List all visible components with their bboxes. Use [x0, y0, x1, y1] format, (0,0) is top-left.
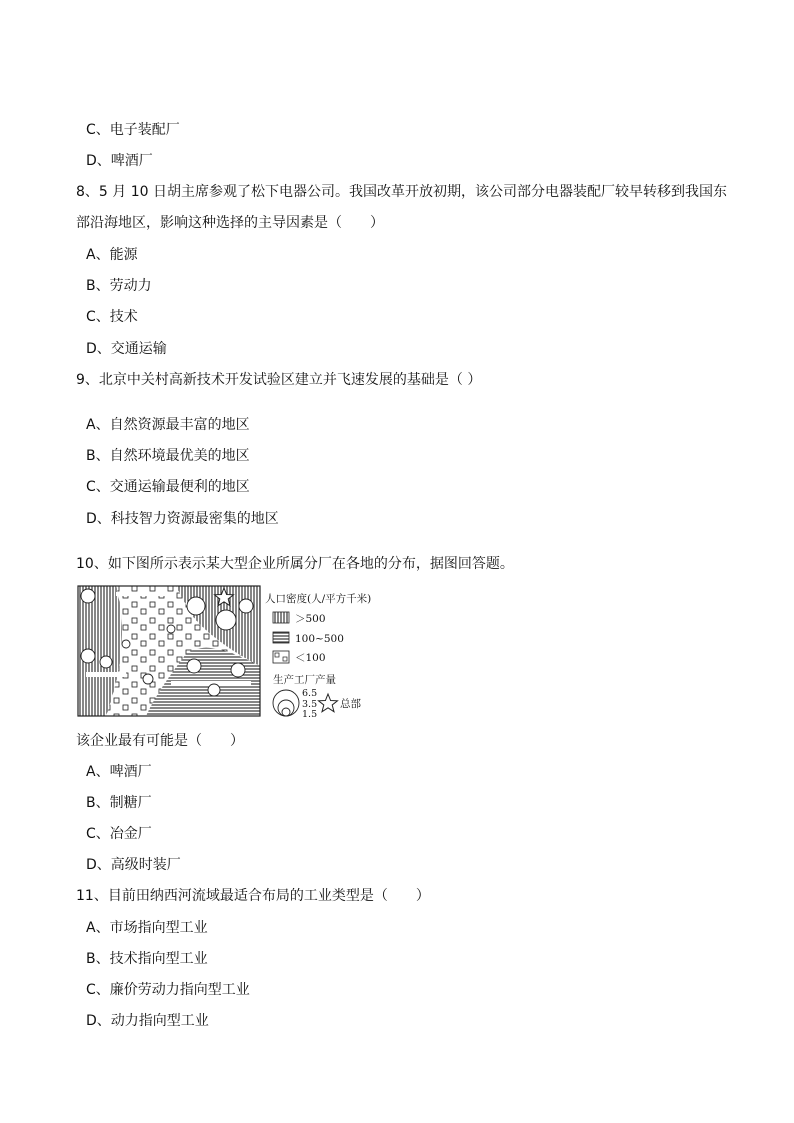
factory-circle — [81, 649, 95, 663]
legend-output-value-small: 1.5 — [302, 709, 318, 720]
legend-headquarters-label: 总部 — [340, 698, 361, 710]
q11-option-a: A、市场指向型工业 — [86, 920, 208, 936]
q10-option-a: A、啤酒厂 — [86, 764, 152, 780]
legend-low-density-label: ＜100 — [295, 652, 326, 664]
population-density-map-figure — [76, 584, 376, 722]
legend-medium-density-label: 100~500 — [295, 633, 344, 645]
q9-option-a: A、自然资源最丰富的地区 — [86, 417, 250, 433]
q9-stem: 9、北京中关村高新技术开发试验区建立并飞速发展的基础是（ ） — [76, 372, 482, 388]
legend-density-title: 人口密度(人/平方千米) — [265, 593, 372, 605]
legend-medium-density-swatch — [273, 632, 289, 643]
factory-circle — [208, 684, 220, 696]
q8-option-a: A、能源 — [86, 247, 138, 263]
factory-circle — [216, 610, 236, 630]
q8-option-b: B、劳动力 — [86, 278, 152, 294]
q9-option-b: B、自然环境最优美的地区 — [86, 448, 250, 464]
factory-circle — [231, 663, 245, 677]
q11-option-b: B、技术指向型工业 — [86, 951, 208, 967]
q10-option-b: B、制糖厂 — [86, 795, 152, 811]
q11-option-d: D、动力指向型工业 — [86, 1013, 209, 1029]
map-streak — [86, 672, 126, 677]
q7-option-c: C、电子装配厂 — [86, 122, 180, 138]
factory-circle — [187, 597, 205, 615]
legend-output-circle-small — [282, 708, 290, 716]
legend-output-value-large: 6.5 — [302, 688, 318, 699]
q10-option-c: C、冶金厂 — [86, 826, 152, 842]
factory-circle — [122, 640, 130, 648]
q10-stem: 10、如下图所示表示某大型企业所属分厂在各地的分布，据图回答题。 — [76, 556, 514, 572]
q7-option-d: D、啤酒厂 — [86, 153, 153, 169]
q8-stem-line1: 8、5 月 10 日胡主席参观了松下电器公司。我国改革开放初期，该公司部分电器装配厂较早转移到我国东 — [76, 184, 727, 200]
q8-option-d: D、交通运输 — [86, 341, 167, 357]
factory-circle — [81, 589, 95, 603]
legend-output-title: 生产工厂产量 — [273, 674, 336, 686]
q10-option-d: D、高级时装厂 — [86, 857, 181, 873]
q8-option-c: C、技术 — [86, 309, 138, 325]
q9-option-c: C、交通运输最便利的地区 — [86, 479, 250, 495]
q9-option-d: D、科技智力资源最密集的地区 — [86, 511, 279, 527]
legend-high-density-swatch — [273, 612, 289, 623]
q10-question: 该企业最有可能是（ ） — [76, 733, 244, 749]
q11-option-c: C、廉价劳动力指向型工业 — [86, 982, 250, 998]
legend-headquarters-star-icon — [319, 694, 338, 712]
map-streak — [116, 592, 176, 596]
legend-output-value-medium: 3.5 — [302, 699, 318, 710]
q11-stem: 11、目前田纳西河流域最适合布局的工业类型是（ ） — [76, 888, 430, 904]
factory-circle — [143, 674, 153, 684]
factory-circle — [239, 599, 253, 613]
factory-circle — [187, 659, 201, 673]
factory-circle — [100, 656, 112, 668]
factory-circle — [167, 625, 175, 633]
legend-high-density-label: ＞500 — [295, 613, 326, 625]
legend-output-circle-large — [273, 690, 299, 716]
q8-stem-line2: 部沿海地区，影响这种选择的主导因素是（ ） — [76, 215, 384, 231]
